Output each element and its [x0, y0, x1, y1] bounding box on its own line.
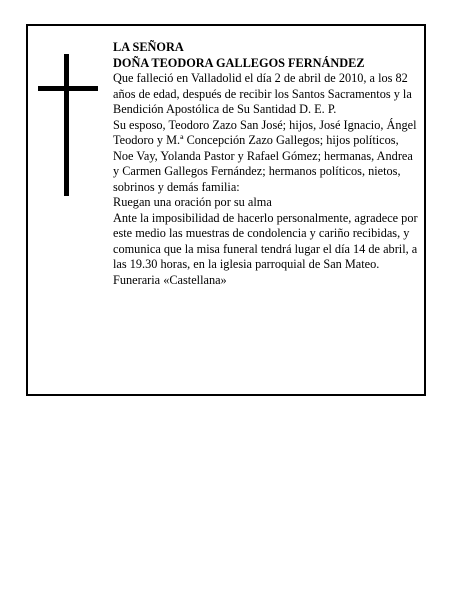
deceased-name: DOÑA TEODORA GALLEGOS FERNÁNDEZ [113, 55, 365, 70]
thanks-paragraph: Ante la imposibilidad de hacerlo personalmente, agradece por este medio las muestras de condolencia y cariño recibidas, y comunica que la misa funeral tendrá lugar el día 14 de abril, a las 19.30 horas, en la iglesia parroquial de San Mateo. [113, 210, 418, 271]
death-paragraph: Que falleció en Valladolid el día 2 de abril de 2010, a los 82 años de edad, después de recibir los Santos Sacramentos y la Bendición Apostólica de Su Santidad D. E. P. [113, 71, 412, 116]
funeral-home: Funeraria «Castellana» [113, 272, 227, 287]
prayer-request: Ruegan una oración por su alma [113, 195, 272, 209]
notice-text-block [113, 40, 418, 288]
notice-heading-title: LA SEÑORA [113, 40, 184, 54]
family-paragraph: Su esposo, Teodoro Zazo San José; hijos, José Ignacio, Ángel Teodoro y M.ª Concepción Zazo Gallegos; hijos políticos, Noe Vay, Yolanda Pastor y Rafael Gómez; hermanas, Andrea y Carmen Gallegos Fernández; hermanos políticos, nietos, sobrinos y demás familia: [113, 117, 417, 194]
cross-horizontal-bar [38, 86, 98, 91]
cross-vertical-bar [64, 54, 69, 196]
cross-icon [38, 54, 98, 196]
